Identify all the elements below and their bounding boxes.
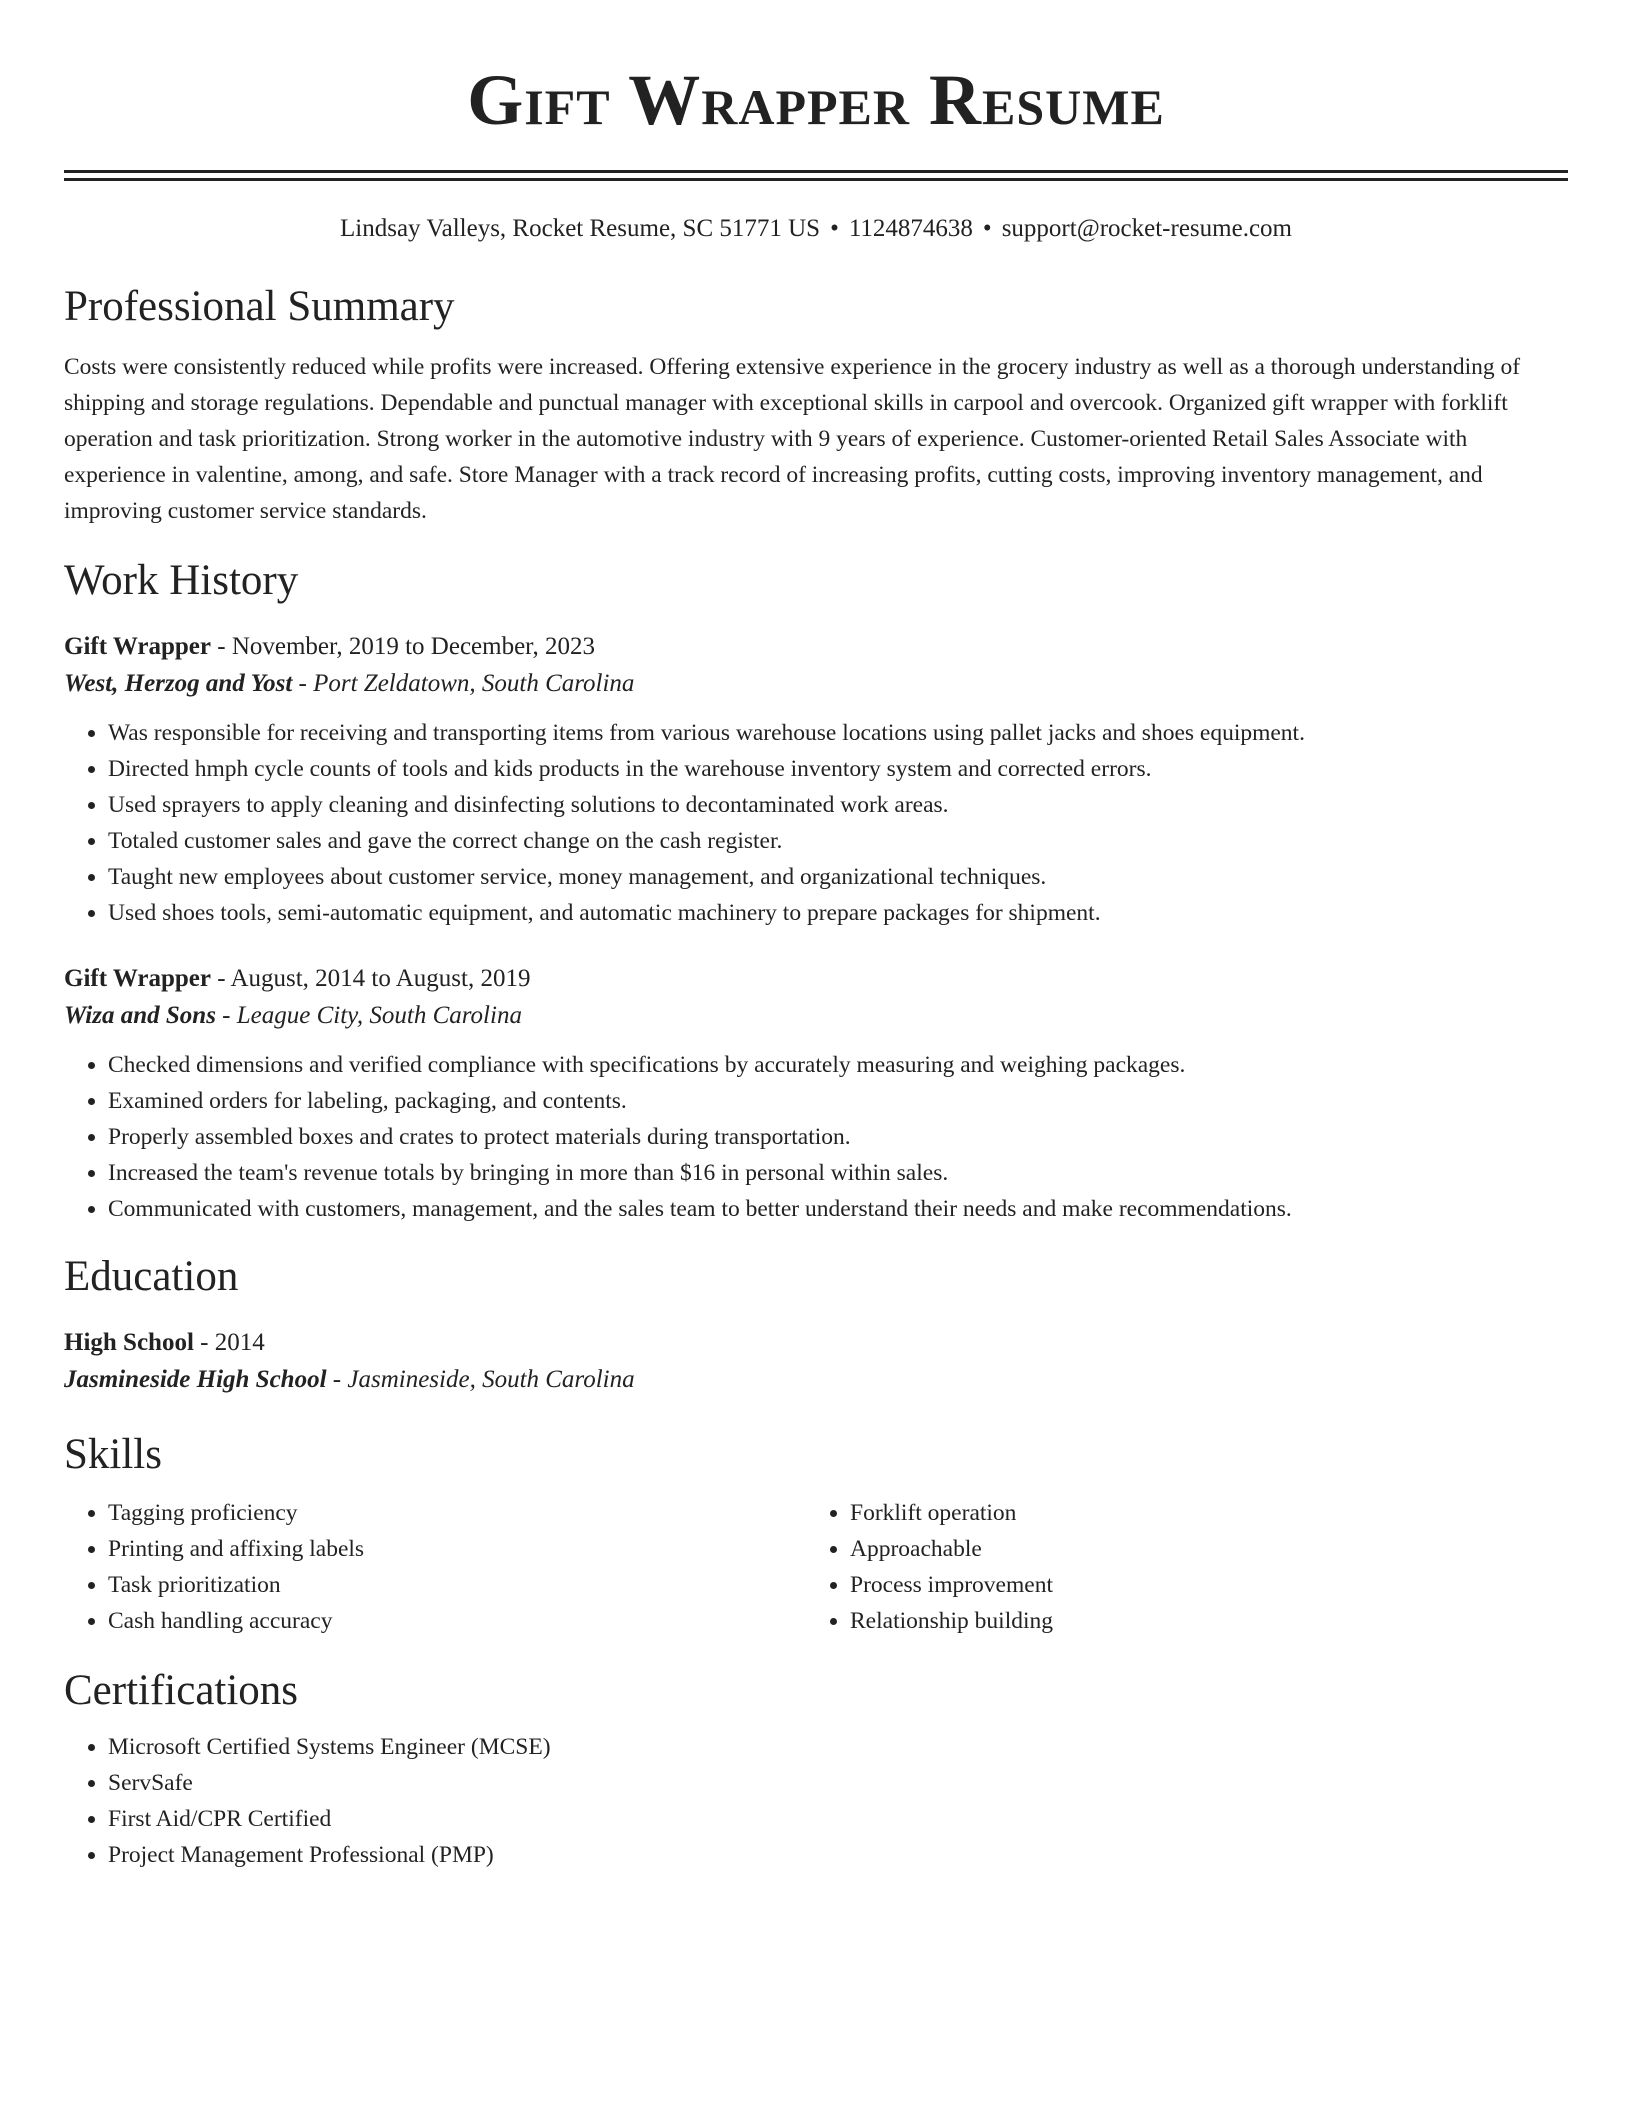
skills-grid [64,1495,1568,1639]
job-duty: • Was responsible for receiving and transporting items from various warehouse locations using pallet jacks and shoes equipment. [108,715,1568,751]
certification-item: • First Aid/CPR Certified [108,1801,1568,1837]
employer-line [64,665,1568,703]
job-entry [64,961,1568,1227]
employer-name: West, Herzog and Yost [64,670,293,697]
skills-heading: Skills [64,1431,162,1478]
contact-separator: • [982,215,992,242]
title-double-rule [64,170,1568,181]
skills-list-left [64,1495,806,1639]
skill-item: • Printing and affixing labels [108,1531,806,1567]
skills-list-right [806,1495,1548,1639]
summary-heading: Professional Summary [64,283,455,330]
employer-name: Wiza and Sons [64,1002,216,1029]
education-entry [64,1325,1568,1399]
job-duty: • Properly assembled boxes and crates to protect materials during transportation. [108,1119,1568,1155]
school-location: - Jasmineside, South Carolina [326,1366,635,1393]
job-duty: • Directed hmph cycle counts of tools and kids products in the warehouse inventory system and corrected errors. [108,751,1568,787]
school-name: Jasmineside High School [64,1366,327,1393]
certifications-list [64,1729,1568,1873]
employer-location: - Port Zeldatown, South Carolina [292,670,635,697]
job-dates: - August, 2014 to August, 2019 [211,965,531,992]
job-duty: • Totaled customer sales and gave the correct change on the cash register. [108,823,1568,859]
job-duty: • Used sprayers to apply cleaning and disinfecting solutions to decontaminated work areas. [108,787,1568,823]
job-dates: - November, 2019 to December, 2023 [211,633,595,660]
employer-location: - League City, South Carolina [215,1002,522,1029]
contact-separator: • [830,215,839,242]
certification-item: • Project Management Professional (PMP) [108,1837,1568,1873]
education-heading: Education [64,1253,239,1300]
contact-line [64,213,1568,245]
employer-line [64,997,1568,1035]
certification-item: • ServSafe [108,1765,1568,1801]
degree-line [64,1325,1568,1361]
skill-item: • Forklift operation [850,1495,1548,1531]
job-duty: • Used shoes tools, semi-automatic equipment, and automatic machinery to prepare packages for shipment. [108,895,1568,931]
certifications-heading: Certifications [64,1667,299,1714]
summary-text: Costs were consistently reduced while profits were increased. Offering extensive experience in the grocery industry as well as a thorough understanding of shipping and storage regulations. Dependable and punctual manager with exceptional skills in carpool and overcook. Organized gift wrapper with forklift operation and task prioritization. Strong worker in the automotive industry with 9 years of experience. Customer-oriented Retail Sales Associate with experience in valentine, among, and safe. Store Manager with a track record of increasing profits, cutting costs, improving inventory management, and improving customer service standards. [64,354,1521,524]
skill-item: • Cash handling accuracy [108,1603,806,1639]
job-duties-list [64,715,1568,931]
job-duty: • Communicated with customers, management, and the sales team to better understand their needs and make recommendations. [108,1191,1568,1227]
skill-item: • Relationship building [850,1603,1548,1639]
job-title-line [64,961,1568,997]
job-entry [64,629,1568,931]
job-duty: • Checked dimensions and verified compliance with specifications by accurately measuring and weighing packages. [108,1047,1568,1083]
job-duty: • Examined orders for labeling, packaging, and contents. [108,1083,1568,1119]
job-duty: • Taught new employees about customer service, money management, and organizational techniques. [108,859,1568,895]
graduation-year: - 2014 [193,1329,265,1356]
contact-address: Lindsay Valleys, Rocket Resume, SC 51771 US [340,215,821,242]
certification-item: • Microsoft Certified Systems Engineer (MCSE) [108,1729,1568,1765]
job-title: Gift Wrapper [64,965,211,992]
resume-title: Gift Wrapper Resume [467,60,1165,140]
contact-email: support@rocket-resume.com [1001,215,1292,242]
school-line [64,1361,1568,1399]
job-title: Gift Wrapper [64,633,211,660]
skill-item: • Approachable [850,1531,1548,1567]
work-history-heading: Work History [64,557,299,604]
skill-item: • Process improvement [850,1567,1548,1603]
job-title-line [64,629,1568,665]
job-duties-list [64,1047,1568,1227]
degree: High School [64,1329,194,1356]
job-duty: • Increased the team's revenue totals by bringing in more than $16 in personal within sales. [108,1155,1568,1191]
contact-phone: 1124874638 [848,215,973,242]
skill-item: • Task prioritization [108,1567,806,1603]
skill-item: • Tagging proficiency [108,1495,806,1531]
